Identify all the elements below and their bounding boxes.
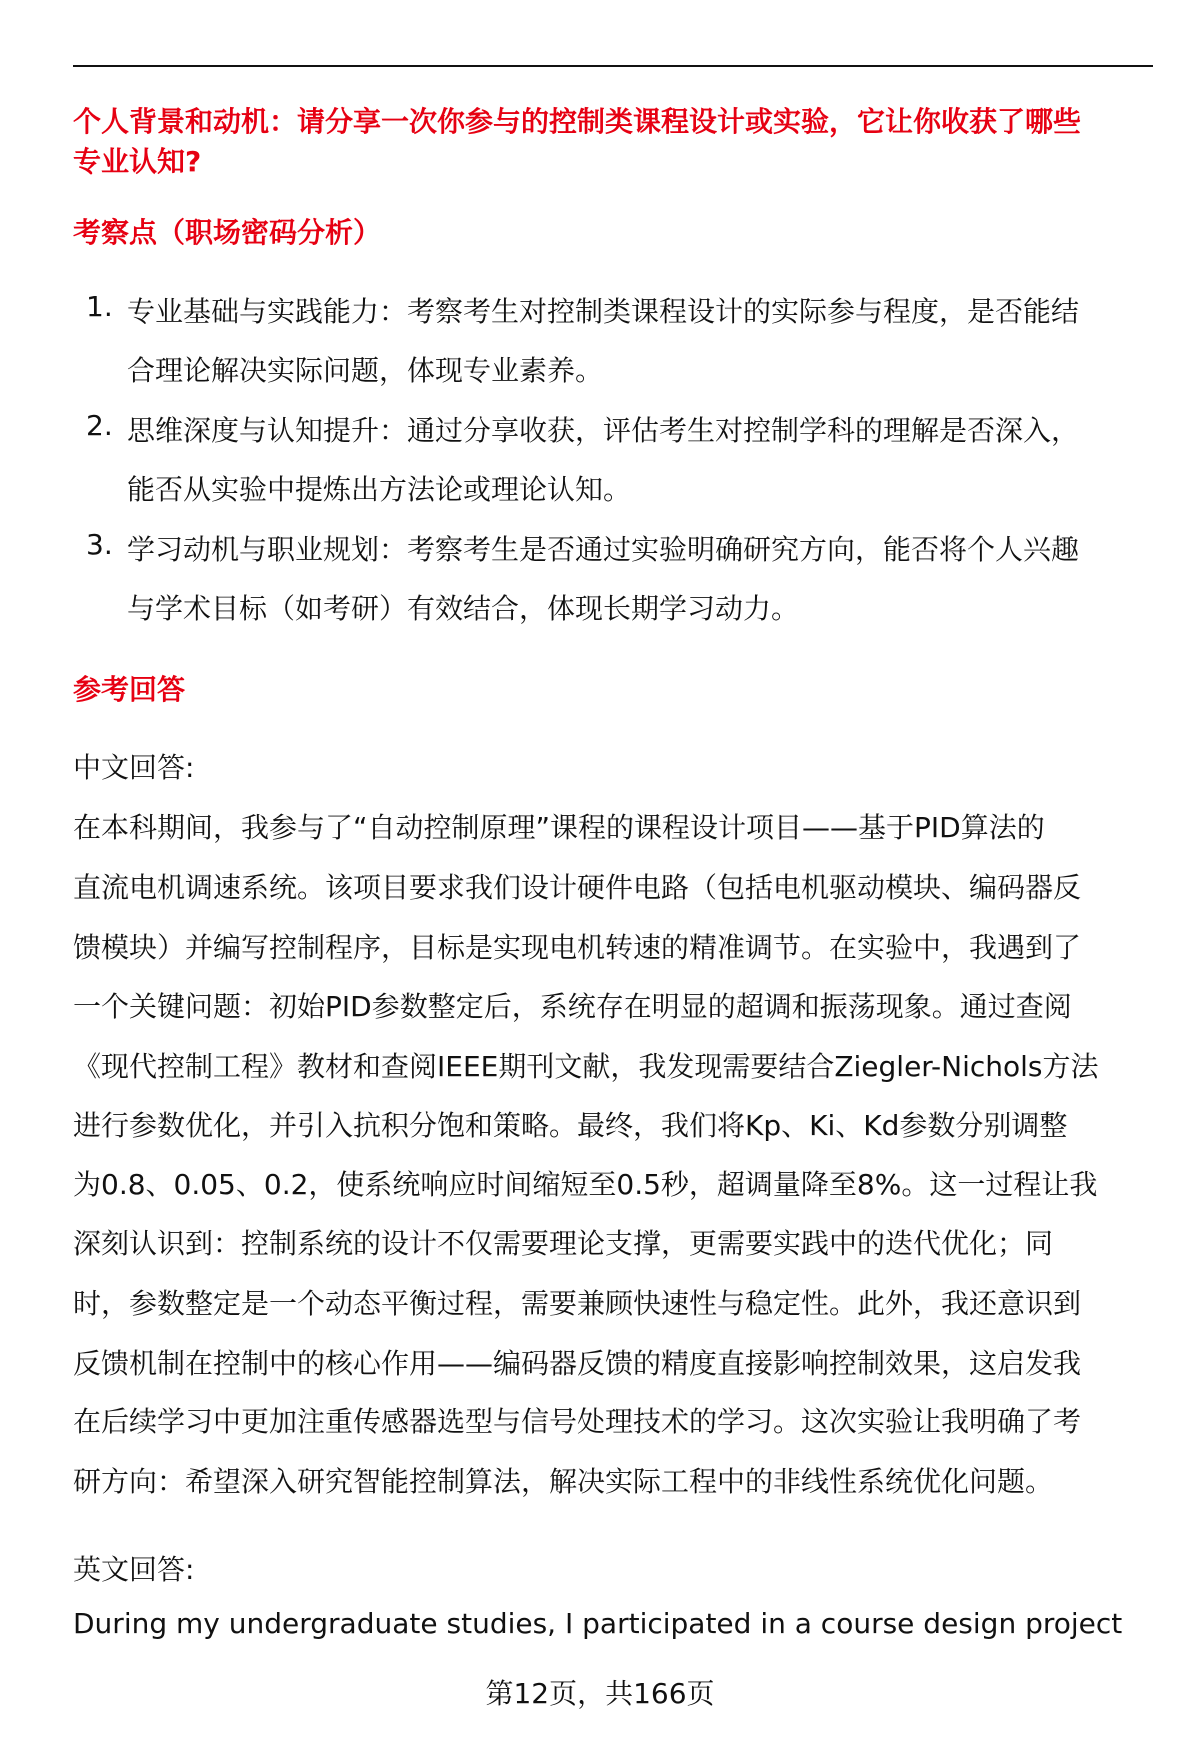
- header-rule: [73, 65, 1153, 67]
- paragraph-line: 一个关键问题：初始PID参数整定后，系统存在明显的超调和振荡现象。通过查阅: [73, 990, 1072, 1023]
- paragraph-line: 《现代控制工程》教材和查阅IEEE期刊文献，我发现需要结合Ziegler-Nichols方法: [73, 1050, 1099, 1083]
- paragraph-line: 馈模块）并编写控制程序，目标是实现电机转速的精准调节。在实验中，我遇到了: [73, 931, 1082, 964]
- list-item-line: 学习动机与职业规划：考察考生是否通过实验明确研究方向，能否将个人兴趣: [127, 533, 1080, 566]
- list-number: 3.: [86, 528, 113, 561]
- list-item-line: 合理论解决实际问题，体现专业素养。: [127, 354, 604, 387]
- question-title-line-1: 个人背景和动机：请分享一次你参与的控制类课程设计或实验，它让你收获了哪些: [73, 105, 1082, 138]
- paragraph-line: 深刻认识到：控制系统的设计不仅需要理论支撑，更需要实践中的迭代优化；同: [73, 1227, 1054, 1260]
- list-number: 1.: [86, 290, 113, 323]
- paragraph-line: 时，参数整定是一个动态平衡过程，需要兼顾快速性与稳定性。此外，我还意识到: [73, 1287, 1082, 1320]
- en-answer-line: During my undergraduate studies, I participated in a course design project: [73, 1607, 1123, 1640]
- list-item-line: 专业基础与实践能力：考察考生对控制类课程设计的实际参与程度，是否能结: [127, 295, 1080, 328]
- paragraph-line: 直流电机调速系统。该项目要求我们设计硬件电路（包括电机驱动模块、编码器反: [73, 871, 1082, 904]
- paragraph-line: 在本科期间，我参与了“自动控制原理”课程的课程设计项目——基于PID算法的: [73, 811, 1045, 844]
- paragraph-line: 反馈机制在控制中的核心作用——编码器反馈的精度直接影响控制效果，这启发我: [73, 1347, 1082, 1380]
- list-item-line: 与学术目标（如考研）有效结合，体现长期学习动力。: [127, 592, 800, 625]
- analysis-heading: 考察点（职场密码分析）: [73, 216, 382, 249]
- question-title-line-2: 专业认知?: [73, 145, 202, 178]
- en-answer-label: 英文回答:: [73, 1553, 195, 1586]
- paragraph-line: 在后续学习中更加注重传感器选型与信号处理技术的学习。这次实验让我明确了考: [73, 1405, 1082, 1438]
- paragraph-line: 进行参数优化，并引入抗积分饱和策略。最终，我们将Kp、Ki、Kd参数分别调整: [73, 1109, 1068, 1142]
- cn-answer-label: 中文回答:: [73, 751, 195, 784]
- paragraph-line: 研方向：希望深入研究智能控制算法，解决实际工程中的非线性系统优化问题。: [73, 1465, 1054, 1498]
- answer-heading: 参考回答: [73, 673, 186, 706]
- page-number: 第12页，共166页: [485, 1677, 715, 1710]
- list-item-line: 思维深度与认知提升：通过分享收获，评估考生对控制学科的理解是否深入，: [127, 414, 1080, 447]
- list-number: 2.: [86, 409, 113, 442]
- list-item-line: 能否从实验中提炼出方法论或理论认知。: [127, 473, 632, 506]
- paragraph-line: 为0.8、0.05、0.2，使系统响应时间缩短至0.5秒，超调量降至8%。这一过程让我: [73, 1168, 1098, 1201]
